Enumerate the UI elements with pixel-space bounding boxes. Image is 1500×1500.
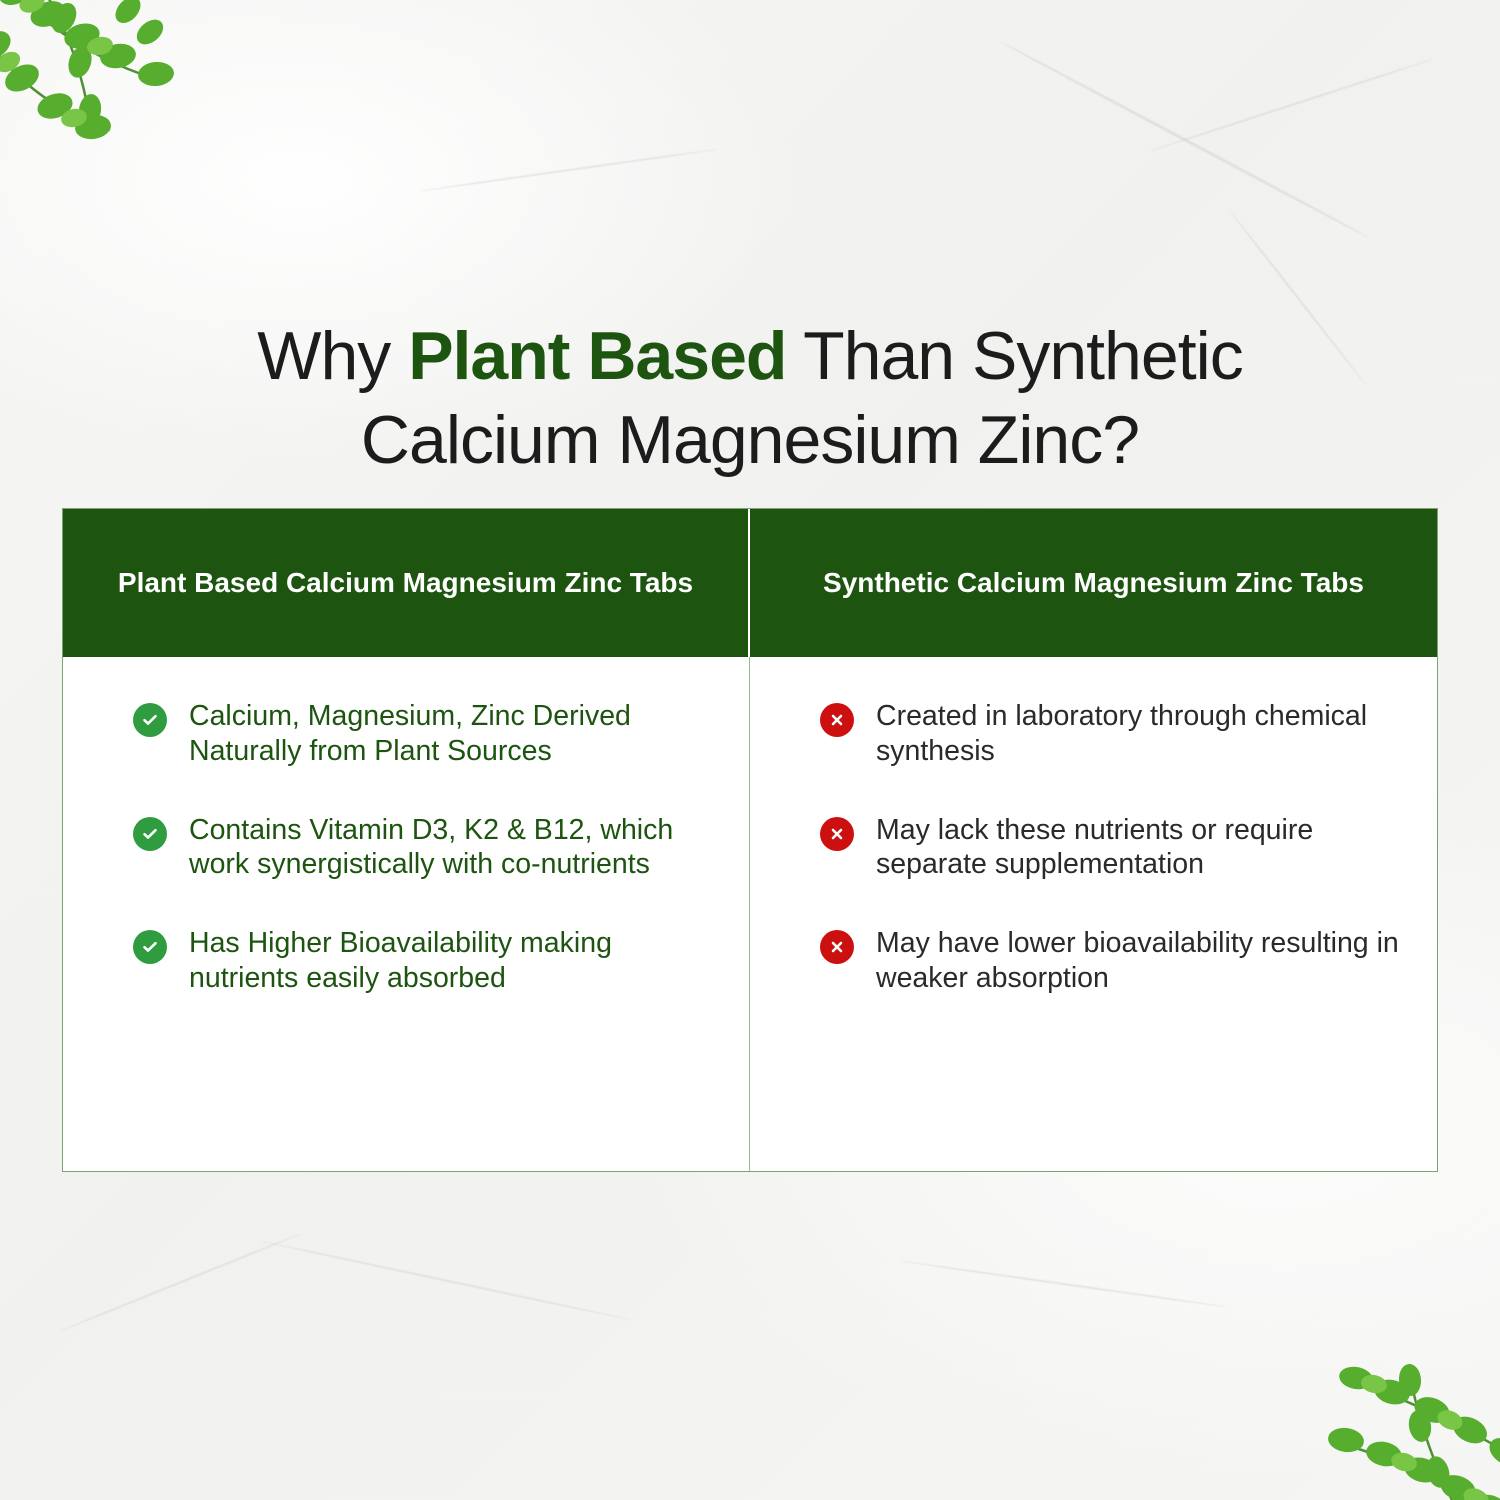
cross-icon — [820, 930, 854, 964]
marble-vein — [900, 1260, 1227, 1308]
moringa-leaves-bottom-right-icon — [1210, 1280, 1500, 1500]
list-item — [133, 699, 715, 769]
list-item-text: May lack these nutrients or require separate supplementation — [876, 813, 1314, 881]
marble-vein — [260, 1240, 632, 1321]
list-item — [820, 699, 1403, 769]
marble-vein — [1150, 57, 1436, 152]
column-header-plant-based: Plant Based Calcium Magnesium Zinc Tabs — [63, 509, 750, 657]
check-icon — [133, 817, 167, 851]
list-item — [820, 926, 1403, 996]
list-item — [820, 813, 1403, 883]
list-item — [133, 813, 715, 883]
moringa-leaves-top-left-icon — [0, 0, 300, 230]
page-title — [0, 314, 1500, 483]
marble-vein — [420, 148, 717, 192]
title-line1-post: Than Synthetic — [786, 317, 1243, 394]
cross-icon — [820, 817, 854, 851]
list-item-text: Calcium, Magnesium, Zinc Derived Naturally from Plant Sources — [189, 700, 631, 767]
check-icon — [133, 930, 167, 964]
check-icon — [133, 703, 167, 737]
table-body — [63, 657, 1437, 1171]
list-item-text: May have lower bioavailability resulting in weaker absorption — [876, 927, 1399, 994]
column-plant-based — [63, 657, 750, 1171]
marble-vein — [60, 1233, 302, 1332]
list-item-text: Created in laboratory through chemical synthesis — [876, 700, 1368, 767]
list-item-text: Contains Vitamin D3, K2 & B12, which work synergistically with co-nutrients — [189, 813, 674, 881]
cross-icon — [820, 703, 854, 737]
list-item — [133, 926, 715, 996]
table-header-row — [63, 509, 1437, 657]
title-line2: Calcium Magnesium Zinc? — [360, 401, 1140, 478]
column-header-synthetic: Synthetic Calcium Magnesium Zinc Tabs — [823, 567, 1364, 599]
comparison-table — [62, 508, 1438, 1172]
title-line1-pre: Why — [257, 317, 409, 394]
list-item-text: Has Higher Bioavailability making nutrients easily absorbed — [189, 927, 612, 994]
title-highlight: Plant Based — [408, 317, 787, 394]
column-synthetic — [750, 657, 1437, 1171]
